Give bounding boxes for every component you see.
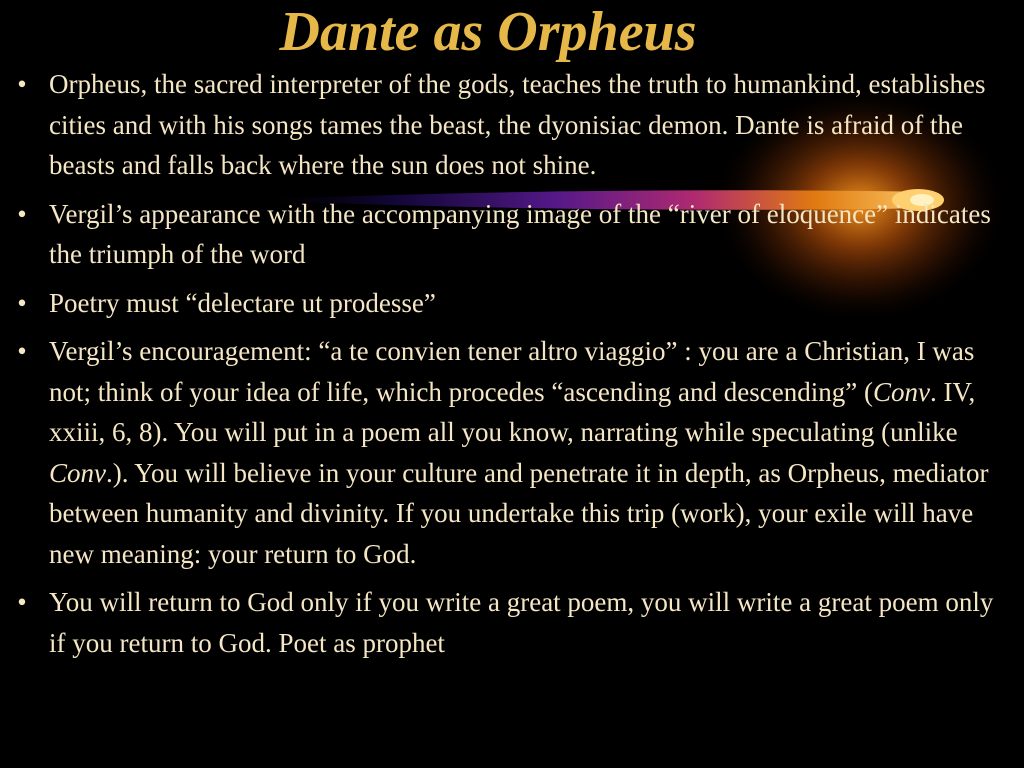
bullet-marker: • xyxy=(17,198,27,229)
bullet-item xyxy=(12,64,1012,186)
bullet-marker: • xyxy=(17,336,27,366)
bullet-marker: • xyxy=(17,69,27,99)
bullet-text xyxy=(49,336,989,569)
bullet-text: Poetry must “delectare ut prodesse” xyxy=(49,287,436,318)
bullet-text-segment: .). You will believe in your culture and penetrate it in depth, as Orpheus, mediator between humanity and divinity. If you undertake this trip (work), your exile will have new meaning: your return to God. xyxy=(49,457,989,569)
citation-italic: Conv xyxy=(872,376,930,407)
citation-italic: Conv xyxy=(49,457,106,488)
bullet-marker: • xyxy=(17,587,27,617)
bullet-item xyxy=(12,582,1012,663)
bullet-text: Orpheus, the sacred interpreter of the gods, teaches the truth to humankind, establishes cities and with his songs tames the beast, the dyonisiac demon. Dante is afraid of the beasts and falls back where the sun does not shine. xyxy=(49,69,986,180)
bullet-text-segment: Vergil’s encouragement: “a te convien tener altro viaggio” : you are a Christian, I was not; think of your idea of life, which procedes “ascending and descending” ( xyxy=(49,336,975,407)
bullet-item xyxy=(12,194,1012,275)
slide-title: Dante as Orpheus xyxy=(279,1,697,63)
bullet-list xyxy=(12,64,1012,671)
bullet-text-segment: . IV, xxiii, 6, 8). You will put in a poem all you know, narrating while speculating (unlike xyxy=(49,376,976,447)
bullet-item xyxy=(12,331,1012,574)
bullet-marker: • xyxy=(17,287,27,318)
bullet-text: You will return to God only if you write a great poem, you will write a great poem only if you return to God. Poet as prophet xyxy=(49,587,994,658)
bullet-item xyxy=(12,283,1012,324)
bullet-text: Vergil’s appearance with the accompanying image of the “river of eloquence” indicates the triumph of the word xyxy=(49,198,991,269)
